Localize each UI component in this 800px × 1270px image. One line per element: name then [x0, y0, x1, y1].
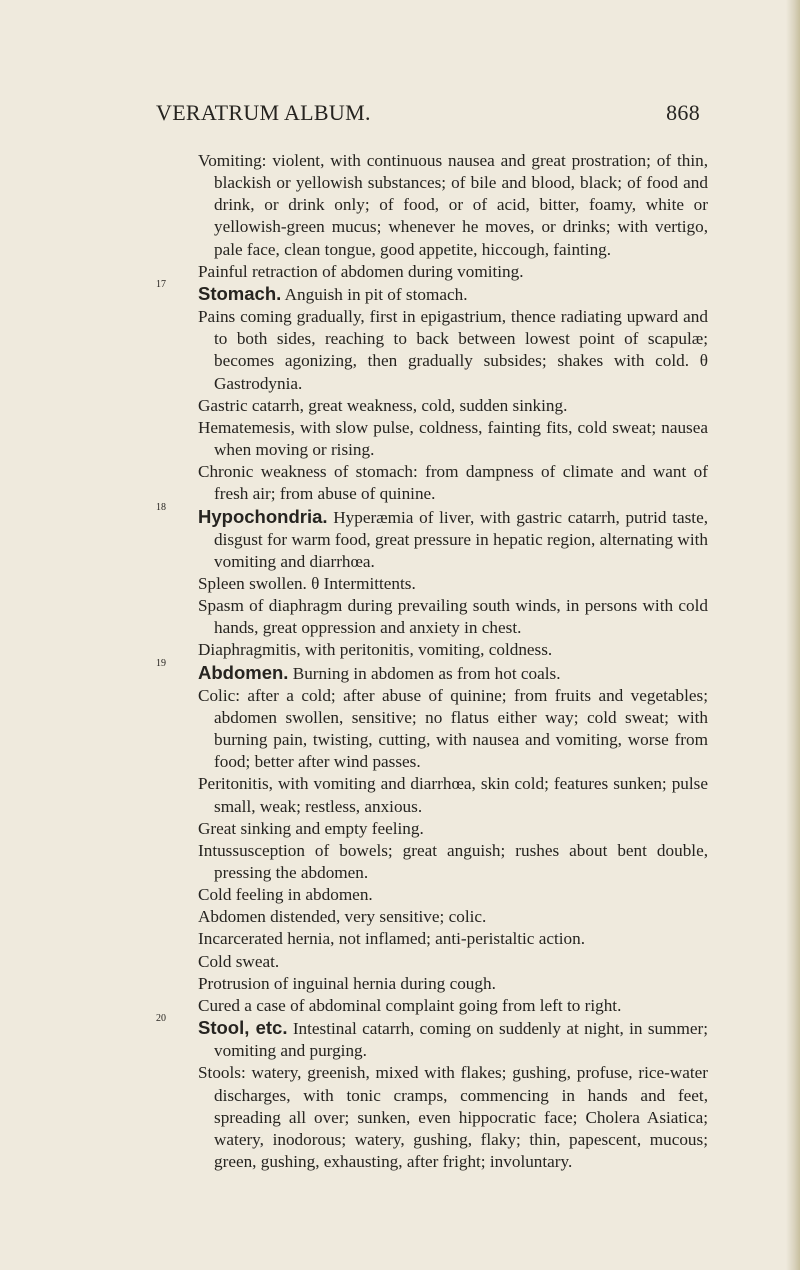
entry: Spasm of diaphragm during prevailing south winds, in persons with cold hands, great oppression and anxiety in chest.	[198, 596, 708, 638]
lead-text: Burning in abdomen as from hot coals.	[292, 663, 561, 683]
section-abdomen	[156, 657, 708, 1018]
entry: Intussusception of bowels; great anguish; rushes about bent double, pressing the abdomen.	[198, 840, 708, 882]
section-heading: Stool, etc.	[198, 1017, 288, 1039]
section-lead: 17 Stomach. Anguish in pit of stomach.	[156, 278, 468, 304]
page-number: 868	[666, 100, 700, 125]
page-body	[156, 150, 708, 1173]
section-vomiting	[198, 150, 708, 283]
entry: Cold sweat.	[198, 951, 280, 971]
entry: Peritonitis, with vomiting and diarrhœa, skin cold; features sunken; pulse small, weak; restless, anxious.	[198, 774, 708, 816]
section-heading: Abdomen.	[198, 661, 289, 683]
entry: Spleen swollen. θ Intermittents.	[198, 573, 416, 593]
section-stomach	[156, 278, 708, 506]
section-lead: 19 Abdomen. Burning in abdomen as from hot coals.	[156, 657, 561, 683]
section-lead: 20 Stool, etc. Intestinal catarrh, coming on suddenly at night, in summer; vomiting and purging.	[156, 1013, 708, 1061]
entry: Cold feeling in abdomen.	[198, 885, 373, 905]
entry: Cured a case of abdominal complaint going from left to right.	[198, 995, 622, 1015]
section-lead: 18 Hypochondria. Hyperæmia of liver, with gastric catarrh, putrid taste, disgust for warm food, great pressure in hepatic region, alternating with vomiting and diarrhœa.	[156, 501, 708, 571]
lead-text: Hyperæmia of liver, with gastric catarrh, putrid taste, disgust for warm food, great pressure in hepatic region, alternating with vomiting and diarrhœa.	[214, 507, 708, 571]
entry: Pains coming gradually, first in epigastrium, thence radiating upward and to both sides, reaching to back between lowest point of scapulæ; becomes agonizing, then gradually subsides; shakes with cold. θ Gastrodynia.	[198, 307, 708, 393]
lead-text: Anguish in pit of stomach.	[284, 284, 468, 304]
lead-text: Intestinal catarrh, coming on suddenly at night, in summer; vomiting and purging.	[214, 1019, 708, 1061]
entry: Great sinking and empty feeling.	[198, 818, 424, 838]
section-stool	[156, 1013, 708, 1173]
entry: Painful retraction of abdomen during vomiting.	[198, 261, 524, 281]
entry: Diaphragmitis, with peritonitis, vomiting, coldness.	[198, 640, 553, 660]
entry: Vomiting: violent, with continuous nausea and great prostration; of thin, blackish or yellowish substances; of bile and blood, black; of food and drink, or drink only; of food, or of acid, bitter, foamy, white or yellowish-green mucus; whenever he moves, or drinks; with vertigo, pale face, clean tongue, good appetite, hiccough, fainting.	[198, 151, 708, 259]
entry: Colic: after a cold; after abuse of quinine; from fruits and vegetables; abdomen swollen, sensitive; no flatus either way; cold sweat; with burning pain, twisting, cutting, with nausea and vomiting, worse from food; better after wind passes.	[198, 685, 708, 772]
section-heading: Stomach.	[198, 282, 282, 304]
section-heading: Hypochondria.	[198, 505, 328, 527]
entry: Abdomen distended, very sensitive; colic.	[198, 907, 487, 927]
entry: Protrusion of inguinal hernia during cough.	[198, 973, 496, 993]
entry: Incarcerated hernia, not inflamed; anti-peristaltic action.	[198, 929, 586, 949]
entry: Gastric catarrh, great weakness, cold, sudden sinking.	[198, 395, 568, 415]
entry: Chronic weakness of stomach: from dampness of climate and want of fresh air; from abuse of quinine.	[198, 462, 708, 504]
page-edge	[786, 0, 800, 1270]
entry: Hematemesis, with slow pulse, coldness, fainting fits, cold sweat; nausea when moving or rising.	[198, 417, 708, 460]
page-title: VERATRUM ALBUM.	[156, 100, 371, 125]
section-hypochondria	[156, 501, 708, 662]
entry: Stools: watery, greenish, mixed with flakes; gushing, profuse, rice-water discharges, with tonic cramps, commencing in hands and feet, spreading all over; sunken, even hippocratic face; Cholera Asiatica; watery, inodorous; watery, gushing, flaky; thin, papescent, mucous; green, gushing, exhausting, after fright; involuntary.	[198, 1063, 708, 1172]
